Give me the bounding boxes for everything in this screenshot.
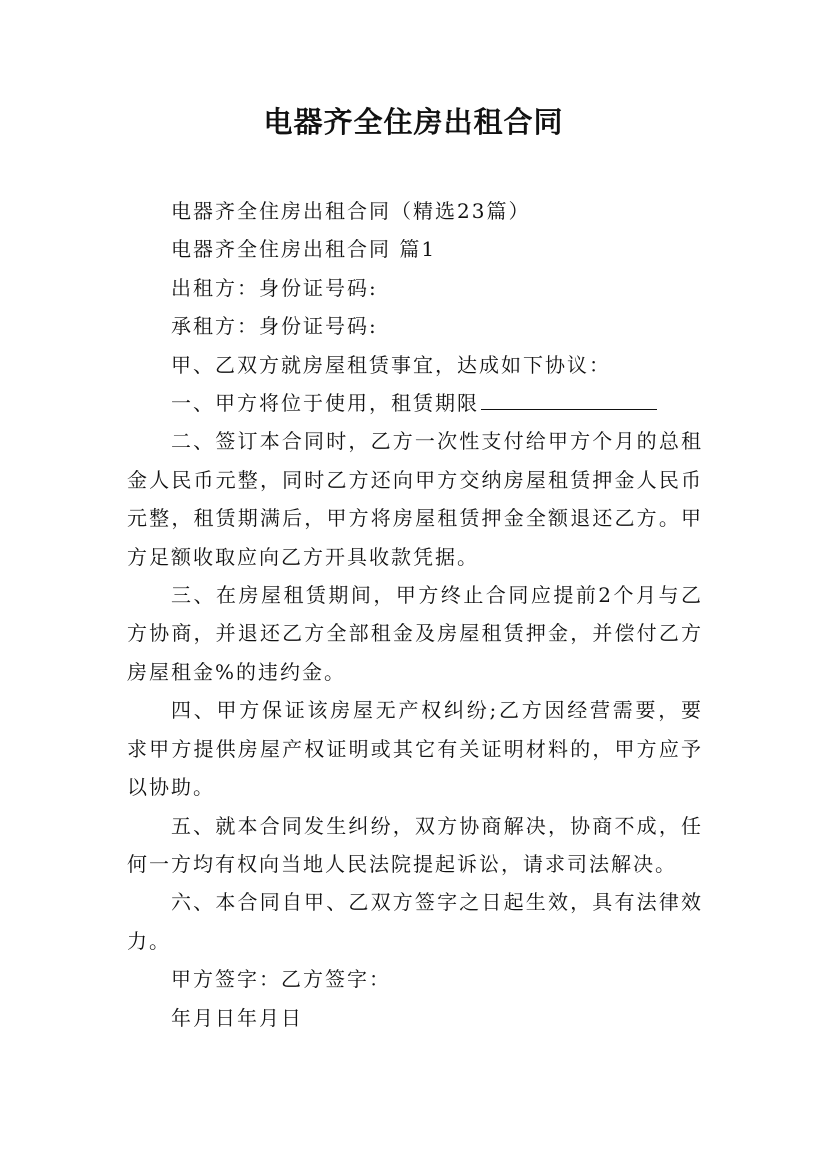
document-body bbox=[127, 192, 703, 1037]
clause-5: 五、就本合同发生纠纷，双方协商解决，协商不成，任何一方均有权向当地人民法院提起诉讼，请求司法解决。 bbox=[127, 813, 703, 876]
fill-in-blank-line bbox=[481, 389, 657, 410]
date-line: 年月日年月日 bbox=[171, 1005, 303, 1030]
document-title: 电器齐全住房出租合同 bbox=[263, 105, 564, 139]
clause-1-text: 一、甲方将位于使用，租赁期限 bbox=[171, 391, 479, 416]
lessee-line: 承租方：身份证号码: bbox=[171, 314, 378, 339]
lessor-line: 出租方：身份证号码: bbox=[171, 275, 378, 300]
signature-line: 甲方签字：乙方签字： bbox=[171, 967, 391, 992]
clause-2: 二、签订本合同时，乙方一次性支付给甲方个月的总租金人民币元整，同时乙方还向甲方交纳房屋租赁押金人民币元整，租赁期满后，甲方将房屋租赁押金全额退还乙方。甲方足额收取应向乙方开具收款凭据。 bbox=[127, 429, 703, 569]
clause-4: 四、甲方保证该房屋无产权纠纷;乙方因经营需要，要求甲方提供房屋产权证明或其它有关证明材料的，甲方应予以协助。 bbox=[127, 698, 703, 800]
section-heading: 电器齐全住房出租合同 篇1 bbox=[171, 237, 437, 262]
agreement-intro: 甲、乙双方就房屋租赁事宜，达成如下协议： bbox=[171, 352, 611, 377]
clause-6: 六、本合同自甲、乙双方签字之日起生效，具有法律效力。 bbox=[127, 890, 703, 953]
document-subtitle: 电器齐全住房出租合同（精选23篇） bbox=[171, 199, 531, 223]
clause-1 bbox=[127, 384, 703, 422]
clause-3: 三、在房屋租赁期间，甲方终止合同应提前2个月与乙方协商，并退还乙方全部租金及房屋租赁押金，并偿付乙方房屋租金%的违约金。 bbox=[127, 583, 703, 684]
